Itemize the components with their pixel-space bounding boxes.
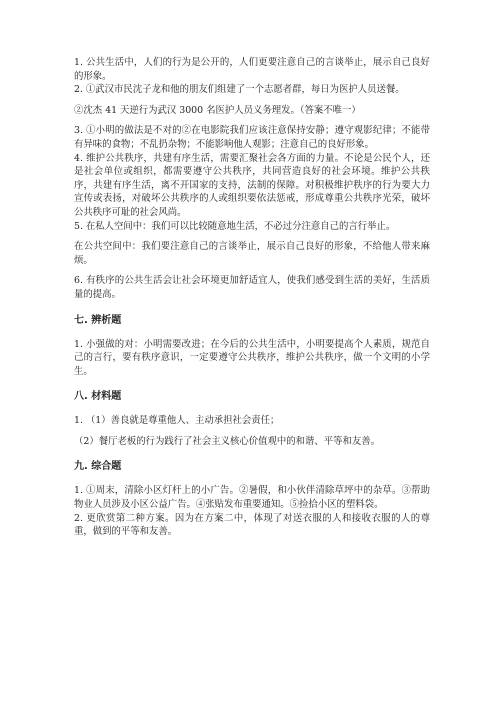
answer-6: 6. 有秩序的公共生活会让社会环境更加舒适宜人，使我们感受到生活的美好，生活质量的提高。 <box>74 275 430 300</box>
section-8-answer-1: 1. （1）善良就是尊重他人、主动承担社会责任； <box>74 415 280 427</box>
section-7-heading: 七. 辨析题 <box>74 314 122 326</box>
section-8-heading: 八. 材料题 <box>74 391 122 403</box>
section-9-heading: 九. 综合题 <box>74 461 122 473</box>
section-8-answer-2: （2）餐厅老板的行为践行了社会主义核心价值观中的和谐、平等和友善。 <box>74 435 380 447</box>
section-9-answer-1: 1. ①周末，清除小区灯杆上的小广告。②暑假，和小伙伴清除草坪中的杂草。③帮助物业人员涉及小区公益广告。④张贴发布重要通知。⑤捡拾小区的塑料袋。 <box>74 485 430 511</box>
answer-2-alt: ②沈杰 41 天逆行为武汉 3000 名医护人员义务理发。（答案不唯一） <box>74 104 361 116</box>
answer-5: 5. 在私人空间中：我们可以比较随意地生活，不必过分注意自己的言行举止。 <box>74 220 396 232</box>
section-7-answer-1: 1. 小强做的对：小明需要改进；在今后的公共生活中，小明要提高个人素质，规范自己的言行，要有秩序意识，一定要遵守公共秩序，维护公共秩序，做一个文明的小学生。 <box>74 338 430 377</box>
section-9-answer-2: 2. 更欣赏第二种方案。因为在方案二中，体现了对送衣服的人和接收衣服的人的尊重，做到的平等和友善。 <box>74 512 430 538</box>
answer-3: 3. ①小明的做法是不对的②在电影院我们应该注意保持安静；遵守观影纪律；不能带有异味的食物；不乱扔杂物；不能影响他人观影；注意自己的良好形象。 <box>74 125 430 150</box>
answer-4: 4. 维护公共秩序，共建有序生活，需要汇聚社会各方面的力量。不论是公民个人，还是社会单位或组织，都需要遵守公共秩序，共同营造良好的社会环境。维护公共秩序，共建有序生活，离不开国家的支持，法制的保障。对积极维护秩序的行为要大力宣传或表扬，对破坏公共秩序的人或组织要依法惩戒，形成尊重公共秩序光荣，破坏公共秩序可耻的社会风尚。 <box>74 152 430 218</box>
answer-1: 1. 公共生活中，人们的行为是公开的，人们更要注意自己的言谈举止，展示自己良好的形象。 <box>74 57 430 82</box>
answer-5-public: 在公共空间中：我们要注意自己的言谈举止，展示自己良好的形象，不给他人带来麻烦。 <box>74 241 430 266</box>
answer-2: 2. ①武汉市民沈子龙和他的朋友们组建了一个志愿者群，每日为医护人员送餐。 <box>74 84 405 96</box>
